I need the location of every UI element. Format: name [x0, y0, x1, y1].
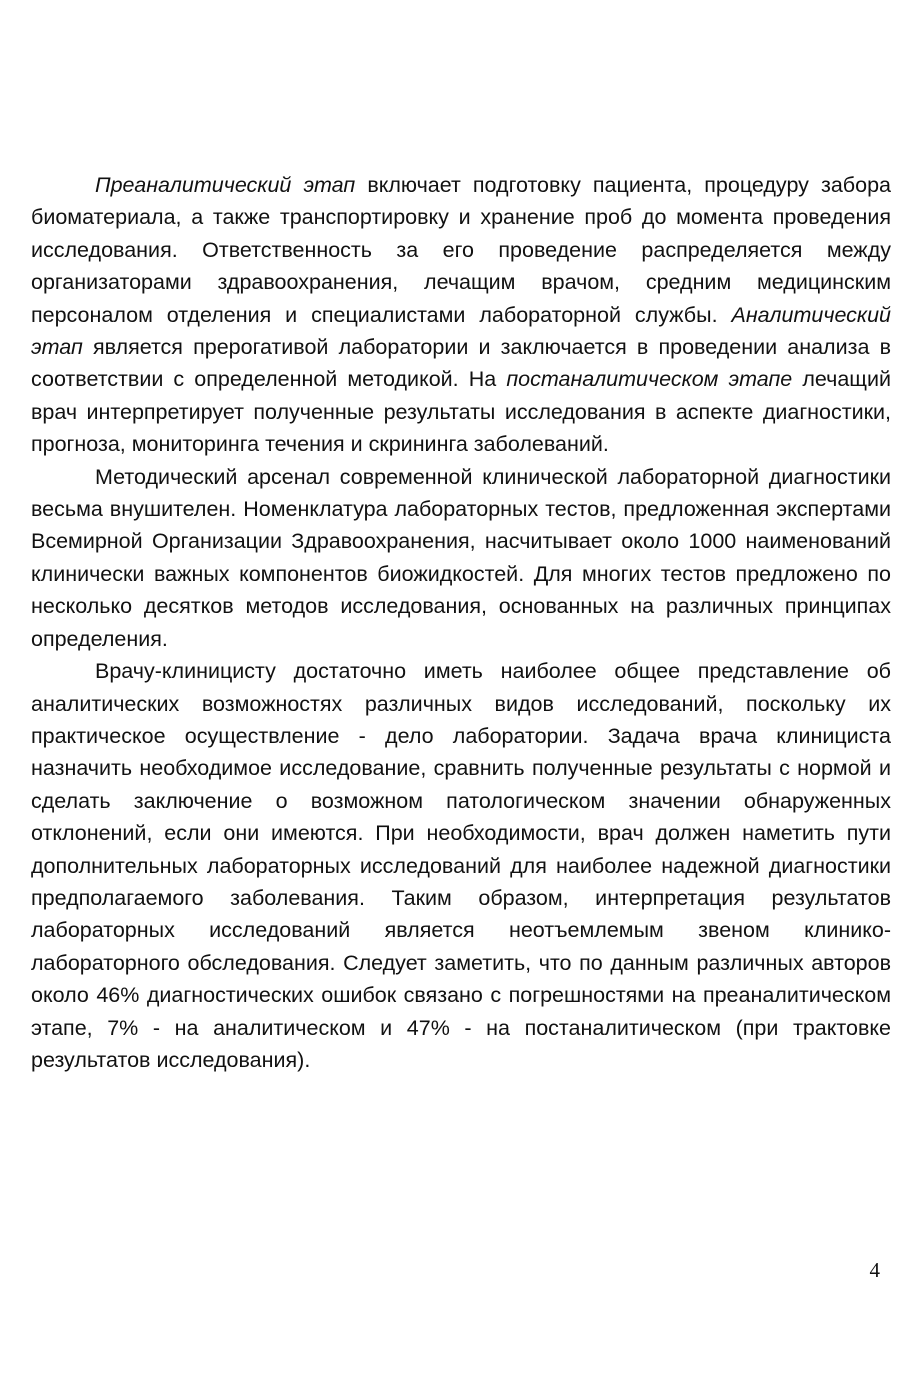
- paragraph-clinician: [31, 655, 891, 1076]
- paragraph-text: Врачу-клиницисту достаточно иметь наиболее общее представление об аналитических возможностях различных видов исследований, поскольку их практическое осуществление - дело лаборатории. Задача врача клинициста назначить необходимое исследование, сравнить полученные результаты с нормой и сделать заключение о возможном патологическом значении обнаруженных отклонений, если они имеются. При необходимости, врач должен наметить пути дополнительных лабораторных исследований для наиболее надежной диагностики предполагаемого заболевания. Таким образом, интерпретация результатов лабораторных исследований является неотъемлемым звеном клинико-лабораторного обследования. Следует заметить, что по данным различных авторов около 46% диагностических ошибок связано с погрешностями на преаналитическом этапе, 7% - на аналитическом и 47% - на постаналитическом (при трактовке результатов исследования).: [31, 659, 891, 1072]
- term-preanalytical: Преаналитический этап: [95, 173, 356, 197]
- paragraph-text: является прерогативой лаборатории и заключается в проведении анализа в соответствии с определенной методикой. На: [31, 335, 891, 392]
- paragraph-text: Методический арсенал современной клинической лабораторной диагностики весьма внушителен. Номенклатура лабораторных тестов, предложенная экспертами Всемирной Организации Здравоохранения, насчитывает около 1000 наименований клинически важных компонентов биожидкостей. Для многих тестов предложено по несколько десятков методов исследования, основанных на различных принципах определения.: [31, 464, 891, 651]
- page-number: 4: [869, 1258, 880, 1282]
- paragraph-text: лечащий врач интерпретирует полученные результаты исследования в аспекте диагностики, прогноза, мониторинга течения и скрининга заболеваний.: [31, 367, 891, 457]
- document-body: [31, 169, 891, 1076]
- paragraph-methods: [31, 461, 891, 655]
- term-analytical: Аналитический этап: [31, 302, 891, 360]
- paragraph-stages: [31, 169, 891, 461]
- term-postanalytical: постаналитическом этапе: [506, 367, 793, 392]
- paragraph-text: включает подготовку пациента, процедуру забора биоматериала, а также транспортировку и хранение проб до момента проведения исследования. Ответственность за его проведение распределяется между организаторами здравоохранения, лечащим врачом, средним медицинским персоналом отделения и специалистами лабораторной службы.: [31, 173, 891, 327]
